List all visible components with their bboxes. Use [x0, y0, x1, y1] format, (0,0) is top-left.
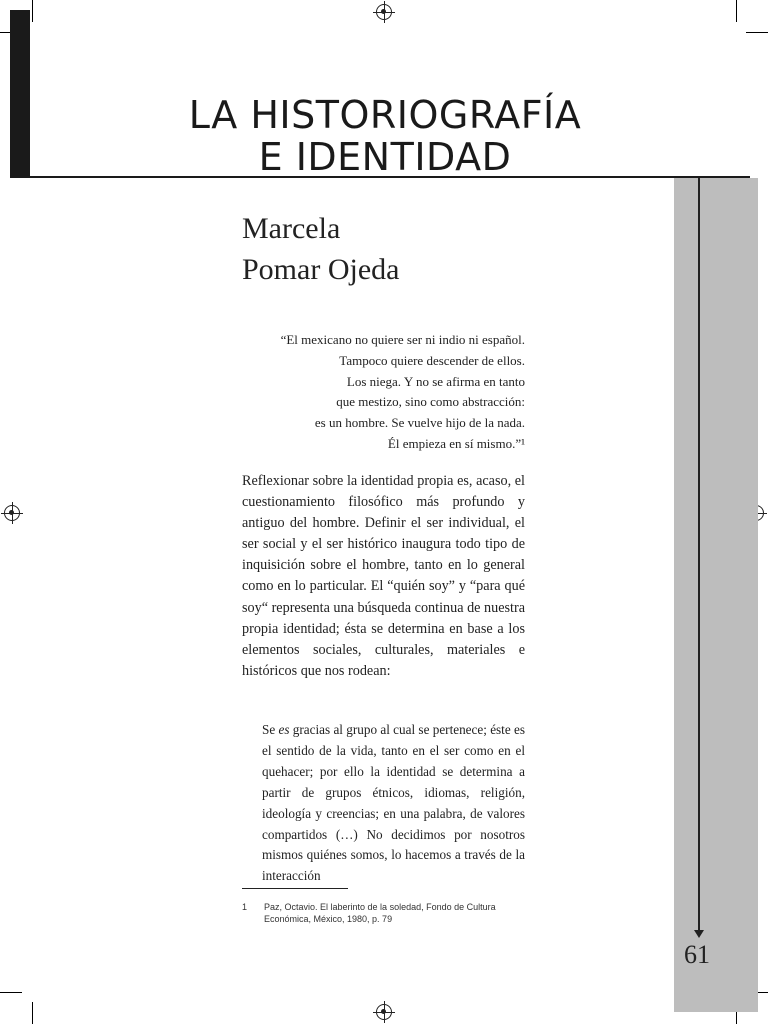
registration-mark-icon — [376, 1004, 392, 1020]
title-line-1: LA HISTORIOGRAFÍA — [188, 93, 582, 137]
epigraph-line: Tampoco quiere descender de ellos. — [339, 352, 525, 368]
margin-column — [674, 178, 758, 1012]
epigraph — [250, 330, 525, 455]
quote-text-rest: gracias al grupo al cual se pertenece; éste es el sentido de la vida, tanto en el ser como en el quehacer; por ello la identidad se determina a partir de grupos étnicos, idiomas, religión, ideología y creencias; en una palabra, de valores compartidos (…) No decidimos por nosotros mismos quiénes somos, lo hacemos a través de la interacción — [262, 722, 525, 884]
crop-mark — [32, 0, 33, 22]
crop-mark — [736, 0, 737, 22]
block-quote — [262, 720, 525, 887]
crop-mark — [746, 32, 768, 33]
footnote-text: Paz, Octavio. El laberinto de la soledad, Fondo de Cultura Económica, México, 1980, p. 79 — [264, 902, 496, 924]
chapter-title — [160, 94, 610, 178]
author-name — [242, 208, 399, 290]
footnote-rule — [242, 888, 348, 889]
arrow-down-icon — [694, 930, 704, 938]
page-number: 61 — [684, 940, 710, 969]
epigraph-line: “El mexicano no quiere ser ni indio ni español. — [280, 332, 525, 347]
body-paragraph: Reflexionar sobre la identidad propia es, acaso, el cuestionamiento filosófico más profundo y antiguo del hombre. Definir el ser individual, el ser social y el ser histórico inaugura todo tipo de inquisición sobre el hombre, tanto en lo general como en lo particular. El “quién soy” y “para qué soy“ representa una búsqueda continua de nuestra propia identidad; ésta se determina en base a los elementos sociales, culturales, materiales e históricos que nos rodean: — [242, 473, 525, 679]
quote-text-start: Se — [262, 722, 279, 737]
author-last-name: Pomar Ojeda — [242, 253, 400, 286]
epigraph-line: Los niega. Y no se afirma en tanto — [346, 373, 525, 389]
chapter-side-bar — [10, 10, 30, 178]
epigraph-line: Él empieza en sí mismo.”¹ — [387, 435, 525, 451]
quote-emphasis: es — [278, 722, 290, 737]
crop-mark — [0, 992, 22, 993]
author-first-name: Marcela — [242, 212, 341, 245]
footnote-number: 1 — [242, 902, 248, 912]
crop-mark — [32, 1002, 33, 1024]
registration-mark-icon — [4, 505, 20, 521]
registration-mark-icon — [376, 4, 392, 20]
epigraph-line: que mestizo, sino como abstracción: — [336, 394, 525, 410]
epigraph-line: es un hombre. Se vuelve hijo de la nada. — [314, 415, 525, 431]
margin-vertical-line — [698, 178, 700, 933]
title-line-2: E IDENTIDAD — [258, 135, 512, 179]
